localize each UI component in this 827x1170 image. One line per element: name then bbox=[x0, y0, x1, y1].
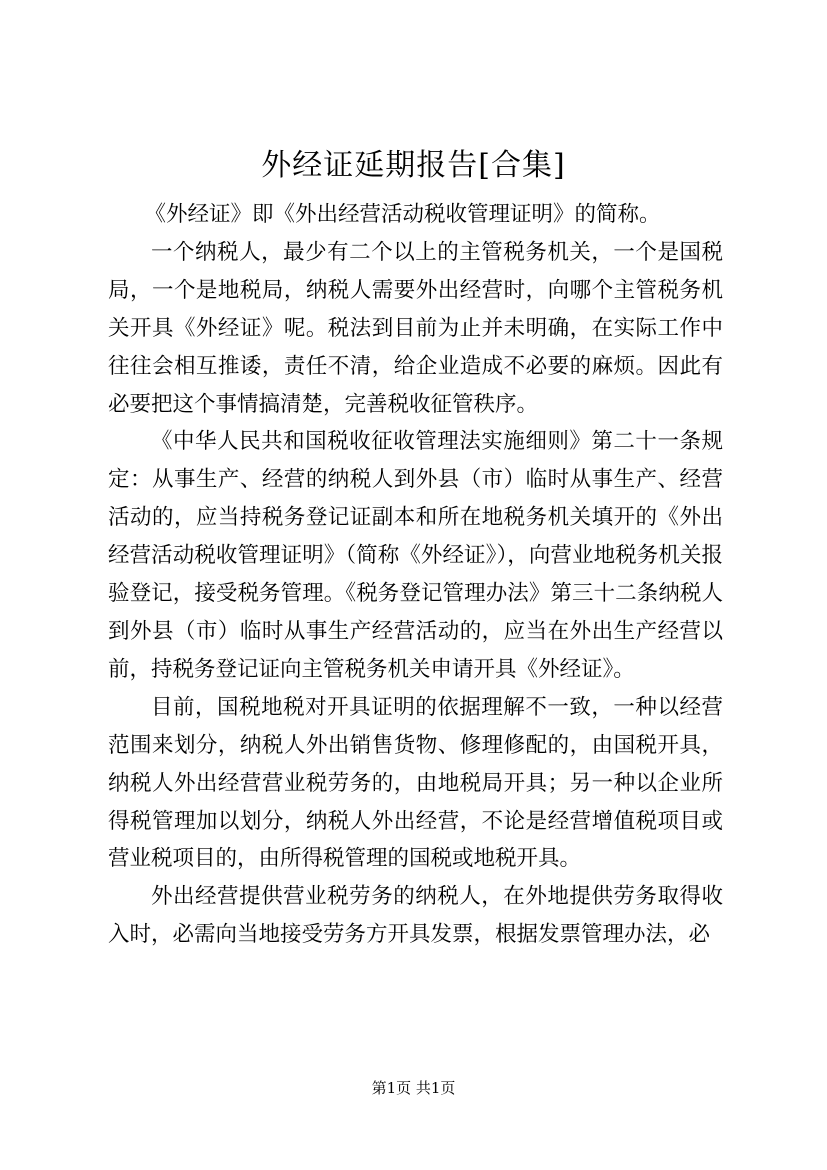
document-title: 外经证延期报告[合集] bbox=[261, 148, 566, 183]
paragraph-3: 《中华人民共和国税收征收管理法实施细则》第二十一条规定：从事生产、经营的纳税人到外县（市）临时从事生产、经营活动的，应当持税务登记证副本和所在地税务机关填开的《外出经营活动税收管理证明》（简称《外经证》），向营业地税务机关报验登记，接受税务管理。《税务登记管理办法》第三十二条纳税人到外县（市）临时从事生产经营活动的，应当在外出生产经营以前，持税务登记证向主管税务机关申请开具《外经证》。 bbox=[108, 429, 723, 682]
page-footer: 第1页 共1页 bbox=[371, 1079, 456, 1097]
paragraph-1: 《外经证》即《外出经营活动税收管理证明》的简称。 bbox=[144, 202, 661, 227]
document-body bbox=[108, 196, 723, 954]
paragraph-2: 一个纳税人，最少有二个以上的主管税务机关，一个是国税局，一个是地税局，纳税人需要外出经营时，向哪个主管税务机关开具《外经证》呢。税法到目前为止并未明确，在实际工作中往往会相互推诿，责任不清，给企业造成不必要的麻烦。因此有必要把这个事情搞清楚，完善税收征管秩序。 bbox=[108, 239, 723, 417]
paragraph-5: 外出经营提供营业税劳务的纳税人，在外地提供劳务取得收入时，必需向当地接受劳务方开具发票，根据发票管理办法，必 bbox=[108, 884, 723, 948]
paragraph-4: 目前，国税地税对开具证明的依据理解不一致，一种以经营范围来划分，纳税人外出销售货物、修理修配的，由国税开具，纳税人外出经营营业税劳务的，由地税局开具；另一种以企业所得税管理加以划分，纳税人外出经营，不论是经营增值税项目或营业税项目的，由所得税管理的国税或地税开具。 bbox=[108, 694, 723, 872]
